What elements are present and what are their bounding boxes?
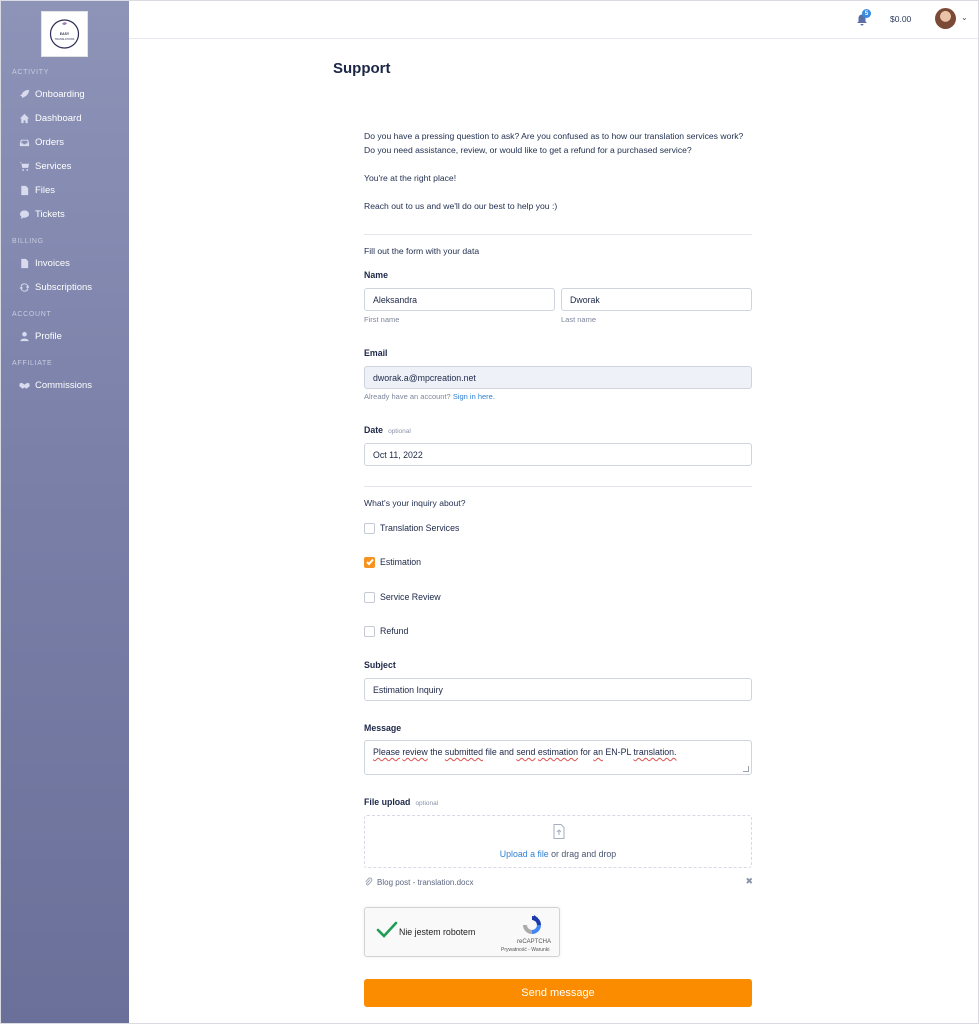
message-word: the xyxy=(430,747,443,757)
sign-in-link[interactable]: Sign in here. xyxy=(452,392,495,401)
form-heading: Fill out the form with your data xyxy=(364,246,480,256)
sidebar-item-label: Subscriptions xyxy=(35,281,93,293)
sidebar-item-dashboard[interactable] xyxy=(19,110,81,126)
page-title: Support xyxy=(333,60,391,77)
recaptcha-widget[interactable] xyxy=(364,907,560,957)
subject-field[interactable] xyxy=(364,678,752,701)
date-field[interactable] xyxy=(364,443,752,466)
checkbox-estimation[interactable] xyxy=(364,556,421,568)
message-label: Message xyxy=(364,723,402,733)
date-label xyxy=(364,425,411,435)
subject-label: Subject xyxy=(364,660,396,670)
avatar[interactable] xyxy=(935,8,956,29)
message-word: for xyxy=(580,747,591,757)
resize-handle[interactable] xyxy=(743,766,749,772)
uploaded-file-name: Blog post - translation.docx xyxy=(377,877,474,887)
last-name-value: Dworak xyxy=(570,294,600,305)
handshake-icon xyxy=(19,380,30,391)
checkbox[interactable] xyxy=(364,523,375,534)
recaptcha-brand: reCAPTCHA xyxy=(517,939,552,945)
user-icon xyxy=(19,331,30,342)
message-word: EN-PL xyxy=(605,747,632,757)
checkbox-service-review[interactable] xyxy=(364,591,441,603)
chat-bubble-icon xyxy=(19,209,30,220)
first-name-field[interactable] xyxy=(364,288,555,311)
email-help-text xyxy=(364,392,495,401)
sidebar-item-label: Dashboard xyxy=(35,112,82,124)
inbox-icon xyxy=(19,137,30,148)
email-field[interactable] xyxy=(364,366,752,389)
rocket-icon xyxy=(19,89,30,100)
message-word: and xyxy=(499,747,514,757)
name-label: Name xyxy=(364,270,388,280)
sidebar-item-label: Commissions xyxy=(35,379,93,391)
topbar xyxy=(129,1,978,39)
message-word: an xyxy=(593,747,603,757)
checkbox[interactable] xyxy=(364,626,375,637)
brand-logo[interactable] xyxy=(41,11,88,57)
checkbox-label: Service Review xyxy=(380,592,441,602)
sidebar-item-commissions[interactable] xyxy=(19,377,92,393)
section-title-account: ACCOUNT xyxy=(12,311,52,318)
message-word: translation. xyxy=(633,747,677,757)
send-message-button[interactable]: Send message xyxy=(364,979,752,1007)
inquiry-label: What's your inquiry about? xyxy=(364,498,466,508)
intro-reassurance: You're at the right place! xyxy=(364,173,457,183)
recaptcha-label: Nie jestem robotem xyxy=(399,927,476,937)
svg-text:TRANSLATIONS: TRANSLATIONS xyxy=(54,38,75,41)
sidebar-item-label: Files xyxy=(35,184,56,196)
sidebar-item-files[interactable] xyxy=(19,182,55,198)
sidebar-item-label: Onboarding xyxy=(35,88,85,100)
sidebar-item-label: Invoices xyxy=(35,257,70,269)
checkbox[interactable] xyxy=(364,592,375,603)
checkbox-label: Estimation xyxy=(380,557,422,567)
checkbox-label: Refund xyxy=(380,626,409,636)
sidebar xyxy=(1,1,129,1023)
date-value: Oct 11, 2022 xyxy=(373,449,423,460)
account-balance[interactable]: $0.00 xyxy=(890,14,912,24)
subject-value: Estimation Inquiry xyxy=(373,684,443,695)
check-icon xyxy=(366,558,374,566)
sidebar-item-orders[interactable] xyxy=(19,134,64,150)
sidebar-item-subscriptions[interactable] xyxy=(19,279,92,295)
first-name-sublabel: First name xyxy=(364,315,400,324)
dropzone-text xyxy=(365,849,751,859)
message-word: send xyxy=(516,747,536,757)
checkbox-checked[interactable] xyxy=(364,557,375,568)
last-name-sublabel: Last name xyxy=(561,315,597,324)
recaptcha-logo-icon xyxy=(521,914,543,936)
upload-label-text: File upload xyxy=(364,797,411,807)
chevron-down-icon[interactable]: ⌄ xyxy=(961,13,968,22)
file-icon xyxy=(19,185,30,196)
recaptcha-terms-link[interactable]: Prywatność - Warunki xyxy=(501,947,550,953)
sidebar-item-label: Profile xyxy=(35,330,62,342)
message-word: estimation xyxy=(537,747,578,757)
document-icon xyxy=(19,258,30,269)
message-word: Please xyxy=(373,747,400,757)
checkbox-refund[interactable] xyxy=(364,625,408,637)
email-value: dworak.a@mpcreation.net xyxy=(373,372,476,383)
sidebar-item-invoices[interactable] xyxy=(19,255,70,271)
date-label-text: Date xyxy=(364,425,384,435)
sidebar-item-label: Services xyxy=(35,160,72,172)
email-help-label: Already have an account? xyxy=(364,392,451,401)
sidebar-item-services[interactable] xyxy=(19,158,71,174)
home-icon xyxy=(19,113,30,124)
sidebar-item-onboarding[interactable] xyxy=(19,86,85,102)
sidebar-item-tickets[interactable] xyxy=(19,206,65,222)
notifications-button[interactable] xyxy=(856,11,870,27)
message-word: file xyxy=(485,747,497,757)
checkbox-translation-services[interactable] xyxy=(364,522,459,534)
message-word: review xyxy=(402,747,428,757)
paperclip-icon xyxy=(364,877,373,887)
refresh-icon xyxy=(19,282,30,293)
remove-file-icon[interactable]: ✖ xyxy=(745,876,753,886)
upload-file-link[interactable]: Upload a file xyxy=(499,849,549,859)
date-optional-tag: optional xyxy=(388,428,411,435)
section-title-billing: BILLING xyxy=(12,238,44,245)
checkbox-label: Translation Services xyxy=(380,523,460,533)
check-icon xyxy=(376,921,398,939)
message-word: submitted xyxy=(444,747,484,757)
first-name-value: Aleksandra xyxy=(373,294,418,305)
upload-label xyxy=(364,797,438,807)
svg-text:EASY: EASY xyxy=(59,32,70,36)
uploaded-file xyxy=(364,876,753,888)
intro-reach-out: Reach out to us and we'll do our best to help you :) xyxy=(364,201,558,211)
section-title-affiliate: AFFILIATE xyxy=(12,360,53,367)
sidebar-item-profile[interactable] xyxy=(19,328,62,344)
cart-icon xyxy=(19,161,30,172)
file-dropzone[interactable] xyxy=(364,815,752,868)
dropzone-hint: or drag and drop xyxy=(548,849,617,859)
message-textarea[interactable] xyxy=(364,740,752,775)
sidebar-item-label: Orders xyxy=(35,136,65,148)
file-upload-icon xyxy=(553,824,565,839)
sidebar-item-label: Tickets xyxy=(35,208,65,220)
upload-optional-tag: optional xyxy=(415,800,439,807)
divider xyxy=(364,234,752,235)
section-title-activity: ACTIVITY xyxy=(12,69,50,76)
email-label: Email xyxy=(364,348,388,358)
divider xyxy=(364,486,752,487)
last-name-field[interactable] xyxy=(561,288,752,311)
notification-count-badge: 5 xyxy=(862,9,871,18)
intro-paragraph: Do you have a pressing question to ask? Are you confused as to how our translation services work? Do you need assistance, review, or would like to get a refund for a purchased service? xyxy=(364,131,744,155)
